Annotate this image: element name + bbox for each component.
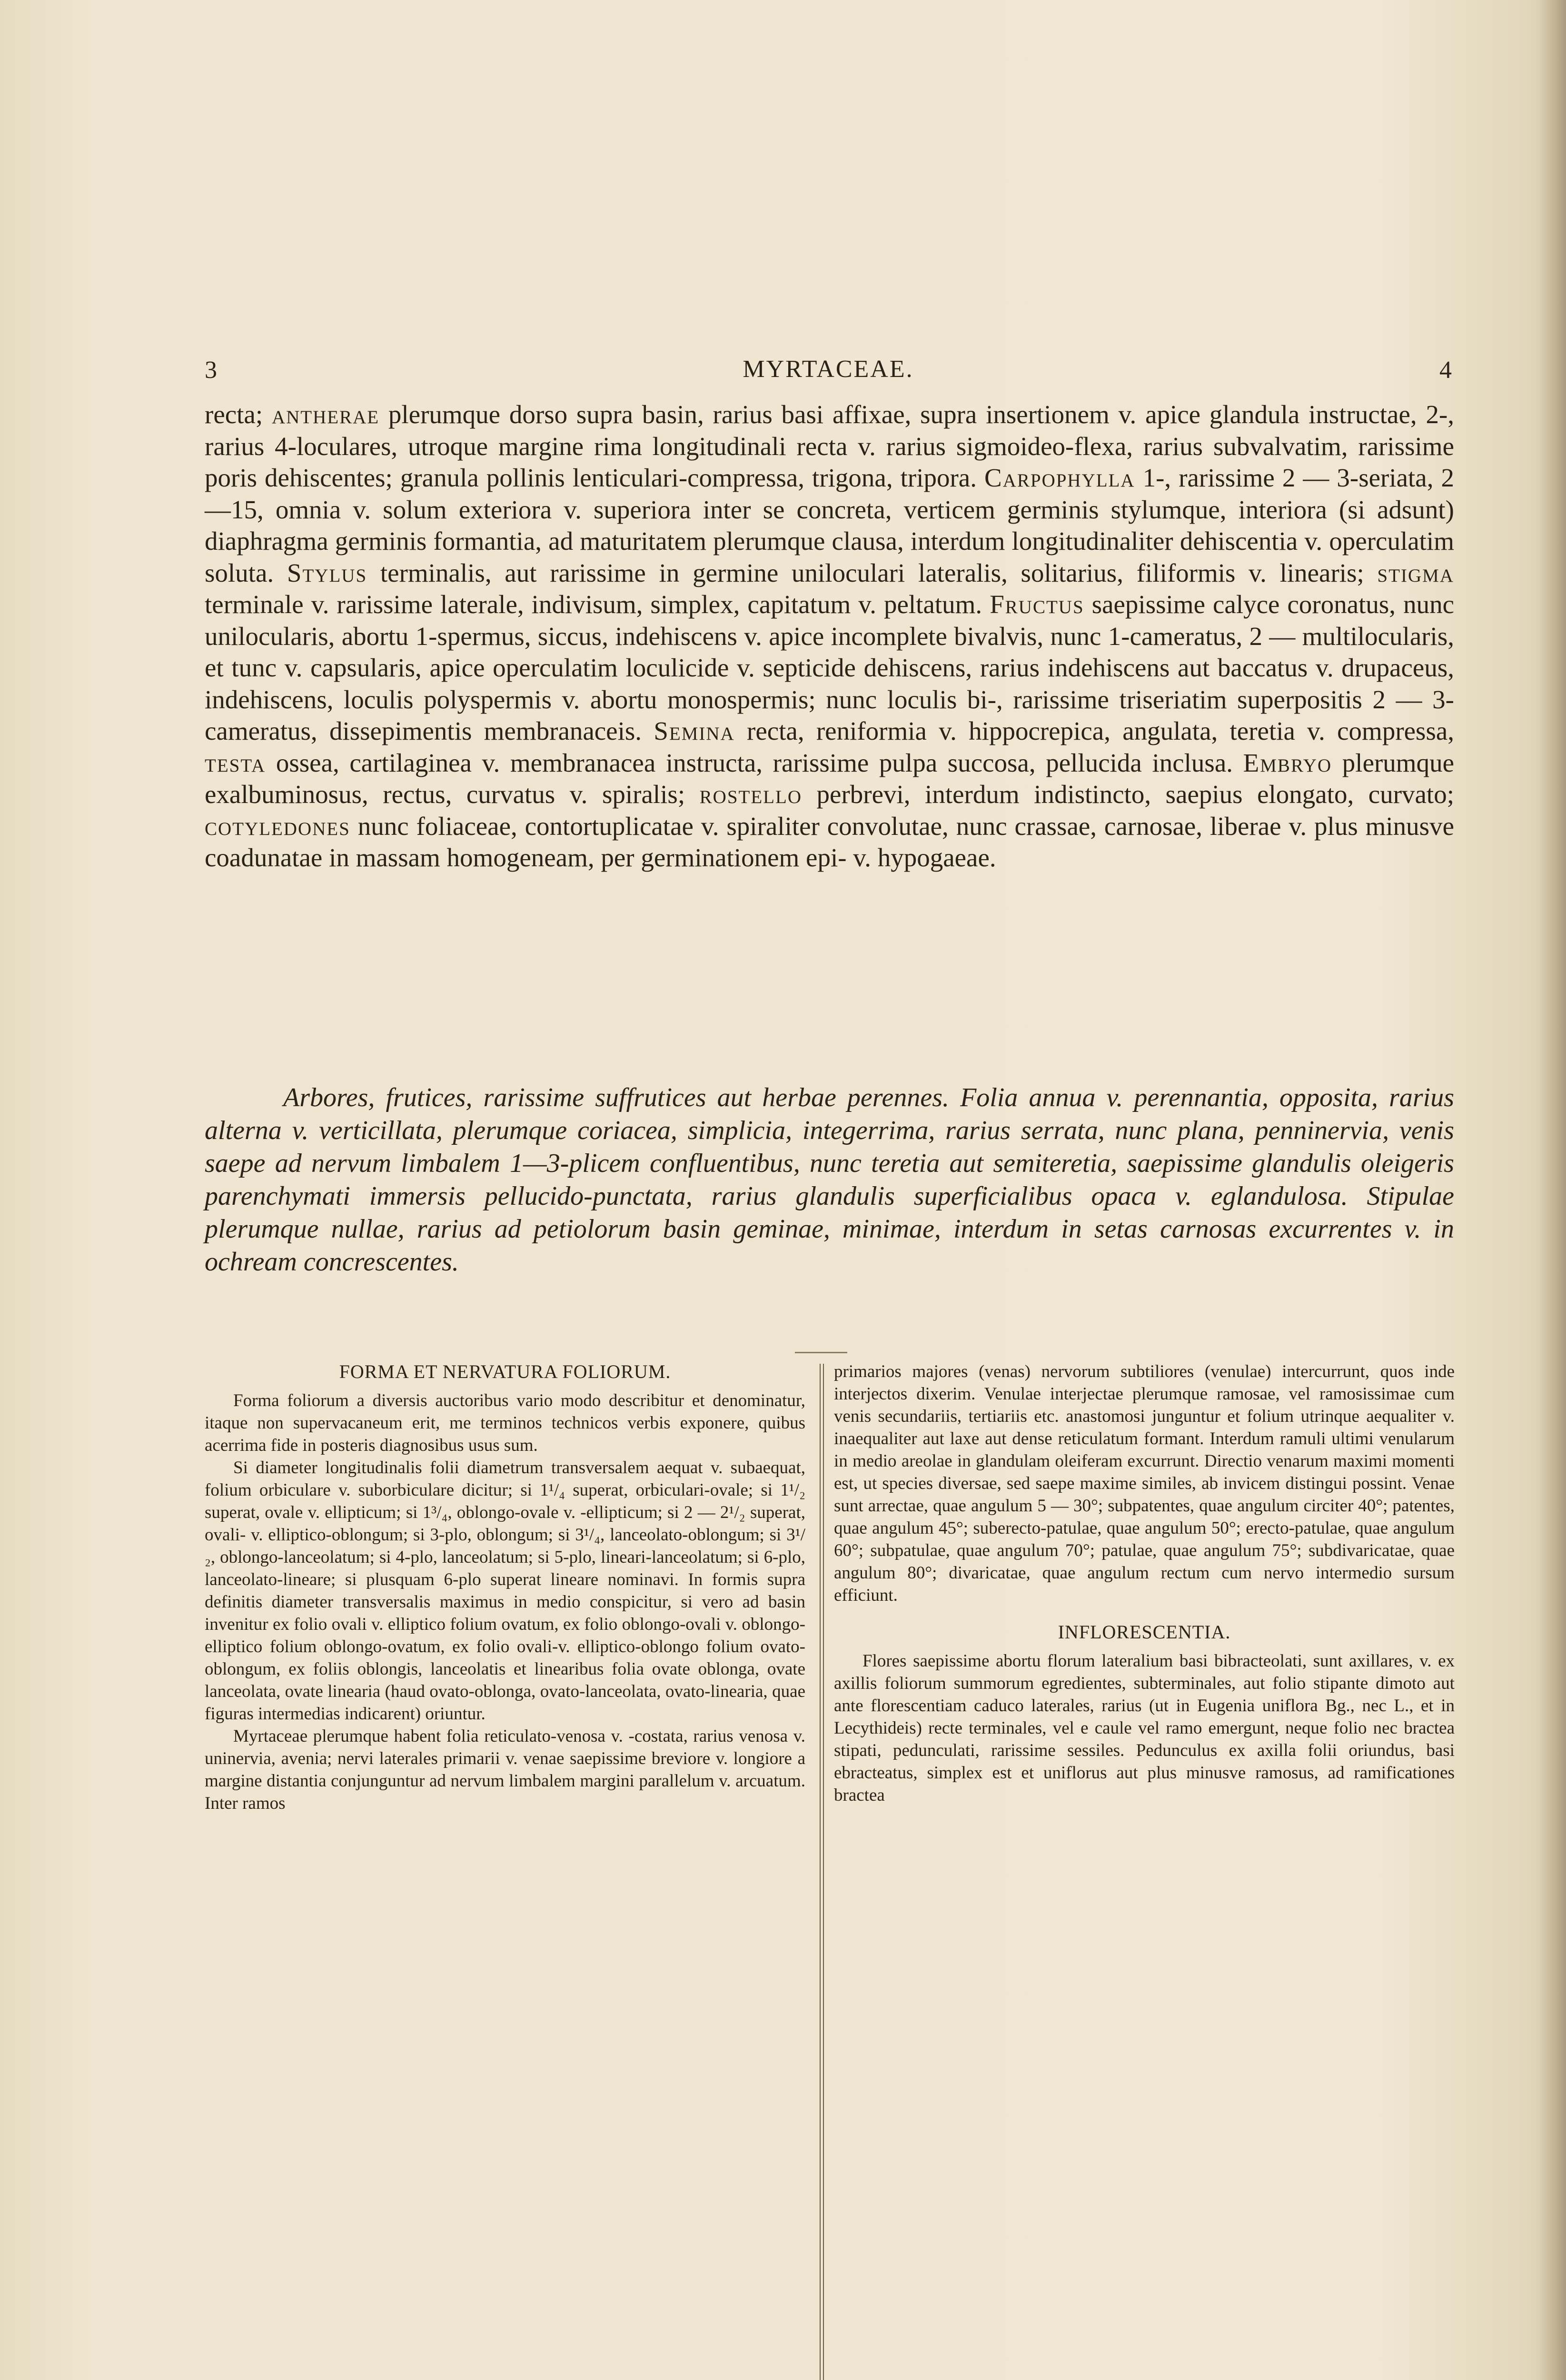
left-column	[205, 1360, 805, 1815]
text-run: terminalis, aut rarissime in germine uniloculari lateralis, solitarius, filiformis v. linearis;	[380, 558, 1364, 587]
term-rostello: rostello	[699, 780, 802, 809]
text-run: plerumque exalbuminosus, rectus, curvatus v. spiralis;	[205, 748, 1454, 809]
text-run: perbrevi, interdum indistincto, saepius elongato, curvato;	[816, 780, 1454, 809]
text-run: recta, reniformia v. hippocrepica, angulata, teretia v. compressa,	[747, 716, 1455, 745]
text-run: saepissime calyce coronatus, nunc unilocularis, abortu 1-spermus, siccus, indehiscens v. apice incomplete bivalvis, nunc 1-cameratus, 2 — multilocularis, et tunc v. capsularis, apice operculatim loculicide v. septicide dehiscens, rarius indehiscens aut baccatus v. drupaceus, indehiscens, loculis polyspermis v. abortu monospermis; nunc loculis bi-, rarissime triseriatim superpositis 2 — 3-cameratus, dissepimentis membranaceis.	[205, 590, 1454, 745]
page-number-right: 4	[1439, 357, 1452, 384]
term-antherae: antherae	[271, 400, 380, 429]
main-paragraph	[205, 399, 1454, 874]
term-cotyledones: cotyledones	[205, 811, 350, 841]
term-embryo: Embryo	[1243, 748, 1332, 777]
text-run: ossea, cartilaginea v. membranacea instructa, rarissime pulpa succosa, pellucida inclusa.	[276, 748, 1233, 777]
term-fructus: Fructus	[990, 590, 1084, 619]
main-description	[205, 399, 1454, 874]
page-edge-shadow	[1537, 0, 1566, 2380]
section-heading-inflorescentia: INFLORESCENTIA.	[1058, 1621, 1231, 1643]
section-heading-forma: FORMA ET NERVATURA FOLIORUM.	[339, 1361, 671, 1382]
habit-paragraph: Arbores, frutices, rarissime suffrutices aut herbae perennes. Folia annua v. perennantia, opposita, rarius alterna v. verticillata, plerumque coriacea, simplicia, integerrima, rarius serrata, nunc plana, penninervia, venis saepe ad nervum limbalem 1—3-plicem confluentibus, nunc teretia aut semiteretia, saepissime glandulis oleigeris parenchymati immersis pellucido-punctata, rarius glandulis superficialibus opaca v. eglandulosa. Stipulae plerumque nullae, rarius ad petiolorum basin geminae, minimae, interdum in setas carnosas excurrentes v. in ochream concrescentes.	[205, 1083, 1454, 1277]
text-run: 1-, rarissime 2 — 3-seriata, 2—15, omnia v. solum exteriora v. superiora inter se concreta, verticem germinis stylumque, interiora (si adsunt) diaphragma germinis formantia, ad maturitatem plerumque clausa, interdum longitudinaliter dehiscentia v. operculatim soluta.	[205, 463, 1454, 587]
page-number-left: 3	[205, 357, 217, 384]
right-paragraph-1: primarios majores (venas) nervorum subtiliores (venulae) intercurrunt, quos inde interjectos dixerim. Venulae interjectae plerumque ramosae, vel ramosissimae cum venis secundariis, tertiariis etc. anastomosi junguntur et folium utrinque aequaliter v. inaequaliter aut laxe aut dense reticulatum formant. Interdum ramuli ultimi venularum in medio areolae in glandulam oleiferam excurrunt. Directio venarum maximi momenti est, ut species diversae, sed saepe maxime similes, ab invicem distingui possint. Venae sunt arrectae, quae angulum 5 — 30°; subpatentes, quae angulum circiter 40°; patentes, quae angulum 45°; suberecto-patulae, quae angulum 50°; erecto-patulae, quae angulum 60°; subpatulae, quae angulum 70°; patulae, quae angulum 75°; subdivaricatae, quae angulum 80°; divaricatae, quae angulum rectum cum nervo intermedio sursum efficiunt.	[834, 1362, 1455, 1605]
term-semina: Semina	[654, 716, 735, 745]
text-run: plerumque dorso supra basin, rarius basi affixae, supra insertionem v. apice glandula instructae, 2-, rarius 4-loculares, utroque margine rima longitudinali recta v. rarius sigmoideo-flexa, rarius subvalvatim, rarissime poris dehiscentes; granula pollinis lenticulari-compressa, trigona, tripora.	[205, 400, 1455, 492]
right-paragraph-2: Flores saepissime abortu florum lateralium basi bibracteolati, sunt axillares, v. ex axillis foliorum summorum egredientes, subterminales, aut folio stipante dimoto aut ante florescentiam caduco laterales, rarius (ut in Eugenia uniflora Bg., nec L., et in Lecythideis) recte terminales, vel e caule vel ramo emergunt, neque folio nec bractea stipati, pedunculati, rarissime sessiles. Pedunculus ex axilla folii oriundus, basi ebracteatus, simplex est et uniflorus aut plus minusve ramosus, ad ramificationes bractea	[834, 1651, 1455, 1805]
left-paragraph-2: Si diameter longitudinalis folii diametrum transversalem aequat v. subaequat, folium orbiculare v. suborbiculare dicitur; si 1¹/₄ superat, orbiculari-ovale; si 1¹/₂ superat, ovale v. ellipticum; si 1³/₄, oblongo-ovale v. -ellipticum; si 2 — 2¹/₂ superat, ovali- v. elliptico-oblongum; si 3-plo, oblongum; si 3¹/₄, lanceolato-oblongum; si 3¹/₂, oblongo-lanceolatum; si 4-plo, lanceolatum; si 5-plo, lineari-lanceolatum; si 6-plo, lanceolato-lineare; si plusquam 6-plo superat lineare nominavi. In formis supra definitis diameter transversalis maximus in medio conspicitur, si vero ad basin invenitur ex folio ovali v. elliptico folium ovatum, ex folio oblongo-ovali v. oblongo-elliptico folium oblongo-ovatum, ex folio ovali-v. elliptico-oblongo folium ovato-oblongum, ex foliis oblongis, lanceolatis et linearibus folia ovate oblonga, ovate lanceolata, ovate linearia (haud ovato-oblonga, ovato-lanceolata, ovato-linearia, quae figuras intermedias indicarent) oriuntur.	[205, 1458, 805, 1724]
habit-summary	[205, 1081, 1454, 1279]
running-header	[205, 352, 1452, 390]
column-divider-cap	[795, 1352, 847, 1353]
left-paragraph-1: Forma foliorum a diversis auctoribus vario modo describitur et denominatur, itaque non supervacaneum erit, me terminos technicos verbis exponere, quibus acerrima fide in posteris diagnosibus usus sum.	[205, 1391, 805, 1455]
term-carpophylla: Carpophylla	[984, 463, 1135, 492]
term-stigma: stigma	[1377, 558, 1455, 587]
right-column	[834, 1360, 1455, 1806]
term-testa: testa	[205, 748, 266, 777]
page-title: MYRTACEAE.	[743, 356, 914, 383]
term-stylus: Stylus	[287, 558, 367, 587]
text-run: nunc foliaceae, contortuplicatae v. spiraliter convolutae, nunc crassae, carnosae, liberae v. plus minusve coadunatae in massam homogeneam, per germinationem epi- v. hypogaeae.	[205, 811, 1455, 872]
left-paragraph-3: Myrtaceae plerumque habent folia reticulato-venosa v. -costata, rarius venosa v. uninervia, avenia; nervi laterales primarii v. venae saepissime breviore v. longiore a margine distantia conjunguntur ad nervum limbalem margini parallelum v. arcuatum. Inter ramos	[205, 1726, 805, 1813]
text-run: terminale v. rarissime laterale, indivisum, simplex, capitatum v. peltatum.	[205, 590, 982, 619]
column-divider	[820, 1364, 824, 2380]
text-run: recta;	[205, 400, 263, 429]
